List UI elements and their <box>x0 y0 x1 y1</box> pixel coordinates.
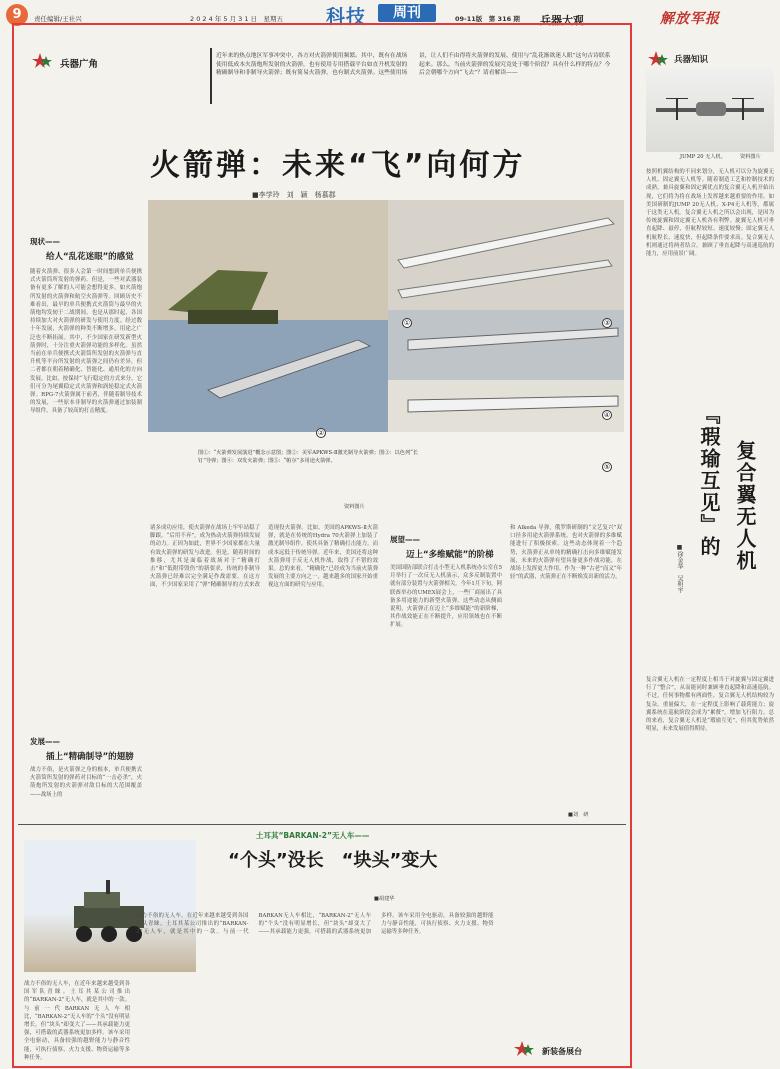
section-kicker-develop: 发展—— <box>30 737 60 746</box>
section-body-outlook: 美国国防部联合打击小型无人机系统办公室在5月举行了一次反无人机演示，众多反制装置中就有部分装置与火箭弹相关。今年1月下旬，阿联酋举办的UMEX展会上，一些厂商展出了具备多用途能力的新型火箭弹。这些动态从侧面说明，火箭弹正在迈上“多维赋能”的新阶梯，其作战效能正在不断提升，应用领域也在不断扩展。 <box>390 565 502 629</box>
bottom-title: “个头”没长 “块头”变大 <box>228 850 438 871</box>
weapon-photo-collage <box>148 200 624 432</box>
vertical-title-1: 『瑕瑜互见』的 <box>697 404 721 558</box>
figure-marker-3: ③ <box>603 319 611 327</box>
section-body-status: 随着火箭弹、很多人会第一时间想到单兵便携式火箭筒所发射的弹药。但是，一些对武器装备有更多了解的人可能会想得更多，如火箭炮所发射的火箭弹和航空火箭弹等。回顾历史不难看出，最早的单兵便携式火箭筒与最早的火箭炮均发轫于二战期间，也是从那时起，各国持续加大对火箭弹的研发与使用力度。经过数十年发展，火箭弹的种类不断增多，用途之广泛也不断拓展。其中，不少国家在研发新型火箭弹时，十分注重火箭弹功能的多样化。虽然当前在单兵便携式火箭筒所发射的火箭弹与直升机等平台所发射的火箭弹之间仍有差异，但二者都在朝着精确化、智能化、通用化的方向发展。比如，按保持“飞行稳定的方式来分，它们可分为尾翼稳定式火箭弹和涡轮稳定式火箭弹。RPG-7火箭弹属于前者，伴随着制导技术的发展，一些原本非制导的火箭弹通过加装制导组件，具备了较高的打击精度。 <box>30 269 142 415</box>
brand-main: 科技 <box>326 6 367 28</box>
right-col-body: 按照机翼结构的不同来划分，无人机可以分为旋翼无人机、固定翼无人机等。随着制造工艺和控制技术的成熟，兼具旋翼和固定翼优点的复合翼无人机开始出现，它们将为将在战场上发挥越来越重要的作用。如美国研制的JUMP 20无人机、X-P4无人机等，都属于这类无人机。复合翼无人机之所以会出现，是因为传统旋翼和固定翼无人机各有利弊。旋翼无人机可垂直起降、悬停，但航程较短、速度较慢；固定翼无人机航程长、速度快，但起降条件要求高。复合翼无人机则通过将两者结合，兼顾了垂直起降与高速巡航的能力，应用前景广阔。 <box>646 169 774 258</box>
issue-number: 09-11版 第 316 期 <box>455 15 520 23</box>
brand-sub: 周刊 <box>393 5 421 21</box>
vertical-title-2: 复合翼无人机 <box>733 440 757 572</box>
section-divider <box>18 824 626 825</box>
section-kicker-status: 现状—— <box>30 237 60 246</box>
figure-marker-5: ⑤ <box>603 463 611 471</box>
figure-marker-2: ② <box>317 429 325 437</box>
jump20-caption: JUMP 20 无人机。 <box>680 154 726 160</box>
page-number: 9 <box>6 4 28 26</box>
knowledge-tag: 兵器知识 <box>674 55 709 65</box>
section-body-develop: 战力不俗，是火箭弹之身的根本，单兵便携式火箭筒所发射的弹药对目标的“一击必杀”，火箭炮所发射的火箭弹对敌目标的大范围覆盖——战场上的 <box>30 767 142 798</box>
section-heading-outlook: 迈上“多维赋能”的阶梯 <box>406 550 494 560</box>
column-title: 兵器大观 <box>540 14 584 27</box>
middle-body-text: 诸多成功应用，使火箭弹在战场上牢牢站稳了脚跟。“后用不弃”，成为热动火箭弹持续发展的动力。正因为如此，世界不少国家都在大量有效火箭弹的研发与改进。但是，随着时间的推移，尤其是面临着战场对于“精确打击”和“低附带毁伤”的新要求，传统的非制导火箭弹已经难以完全满足作战需要。在这方面，不少国家采用了“弹”精确制导的方式来改造现役火箭弹。比如，美国的APKWS-Ⅱ火箭弹，就是在传统的Hydra 70火箭弹上加装了激光制导组件，使其具备了精确打击能力，而成本远低于传统导弹。近年来，美国还将这种火箭弹用于反无人机作战，取得了不错的效果。总的来看，“精确化”已经成为当前火箭弹发展的主要方向之一，越来越多的国家开始重视这方面的研究与应用。 <box>150 525 378 589</box>
intro-rule <box>210 48 212 104</box>
figure-caption: 图①：“火箭弹发展演进”概念示意图；图②：美军APKWS-Ⅱ激光制导火箭弹；图③：以色列“长钉”导弹；图④：双发火箭弹；图⑤：“帕尔”多用途火箭弹。 <box>198 450 418 464</box>
author-credit: ■刘 研 <box>568 812 589 818</box>
star-icon <box>32 52 54 70</box>
editor-credit: 责任编辑/王社兴 <box>34 15 82 23</box>
bottom-kicker: 土耳其“BARKAN-2”无人车—— <box>256 831 370 840</box>
jump20-photo <box>646 68 774 152</box>
figure-marker-1: ① <box>403 319 411 327</box>
masthead: 解放军报 <box>660 11 720 27</box>
bottom-body-cols: 战力不俗的无人车，在近年来越来越受到各国军队青睐。土耳其某公司推出的“BARKAN-2”无人车，就是其中的一款。与前一代BARKAN无人车相比，“BARKAN-2”无人车的“个头”没有明显增长，但“块头”却变大了——其承载能力更强，可搭载的武器系统更加多样。该车采用全电驱动，具备较强的越野能力与静音性能，可执行侦察、火力支援、物资运输等多种任务。 <box>136 913 494 936</box>
section-heading-status: 给人“乱花迷眼”的感觉 <box>46 252 134 262</box>
byline: ■李学玲 刘 颖 杨慕郡 <box>252 191 336 199</box>
right-col-body-2: 复合翼无人机在一定程度上相当于对旋翼与固定翼进行了“整合”，从而能同时兼顾垂直起降和高速巡航。不过，任何事物都有两面性。复合翼无人机结构较为复杂，重量偏大，在一定程度上影响了载荷能力；旋翼系统在巡航阶段会成为“累赘”，增加飞行阻力。总的来看，复合翼无人机是“瑕瑜互见”，但其优势依然明显，未来发展值得期待。 <box>646 677 774 733</box>
brand-sub-box <box>378 4 436 22</box>
section-heading-develop: 插上“精确制导”的翅膀 <box>46 752 134 762</box>
new-equipment-tag: 新装备展台 <box>542 1047 582 1056</box>
figure-marker-4: ④ <box>603 411 611 419</box>
bottom-body-col1: 战力不俗的无人车，在近年来越来越受到各国军队青睐。土耳其某公司推出的“BARKAN-2”无人车，就是其中的一款。与前一代BARKAN无人车相比，“BARKAN-2”无人车的“个头”没有明显增长，但“块头”却变大了——其承载能力更强，可搭载的武器系统更加多样。该车采用全电驱动，具备较强的越野能力与静音性能，可执行侦察、火力支援、物资运输等多种任务。 <box>24 981 130 1061</box>
brand-main-logo <box>326 2 372 28</box>
jump20-credit: 资料图片 <box>740 154 761 160</box>
section-tag: 兵器广角 <box>60 59 99 70</box>
issue-date: 2 0 2 4 年 5 月 3 1 日 星期五 <box>190 15 284 23</box>
bottom-byline: ■胡建华 <box>374 896 395 902</box>
star-icon-right <box>648 50 670 68</box>
article-title: 火箭弹：未来“飞”向何方 <box>150 148 526 183</box>
section-kicker-outlook: 展望—— <box>390 535 420 544</box>
figure-credit: 资料图片 <box>344 504 365 510</box>
vertical-byline: ■徐金华 吴明宇 <box>676 544 683 593</box>
right-body-text: 和 Alkeda 导弹，俄罗斯研制的“文艺复兴”双口径多用途火箭弹系统，也对火箭弹的多维赋能进行了积极探索。这些动态体现着一个趋势，火箭弹正从单纯的精确打击向多维赋能发展，未来的火箭弹有望具备更多作战功能，在战场上发挥更大作用。作为一种“古老”而又“年轻”的武器，火箭弹正在不断焕发出新的活力。 <box>510 525 622 581</box>
star-icon-bottom <box>514 1040 536 1058</box>
intro-text: 近年来的热点地区军事冲突中，各方对火箭弹使用频繁。其中，既有在战场使用低成本火箭炮所发射的火箭弹，也有使用专用搭载平台如直升机发射的精确制导和非制导火箭弹；既有简易火箭弹，也有制式火箭弹。这些使用场景，让人们不由得将火箭弹的发展、使用与“乱花渐欲迷人眼”这句古诗联系起来。那么，当前火箭弹的发展究竟处于哪个阶段？具有什么样的特点？今后会朝哪个方向“飞去”？请看解读—— <box>216 53 611 77</box>
